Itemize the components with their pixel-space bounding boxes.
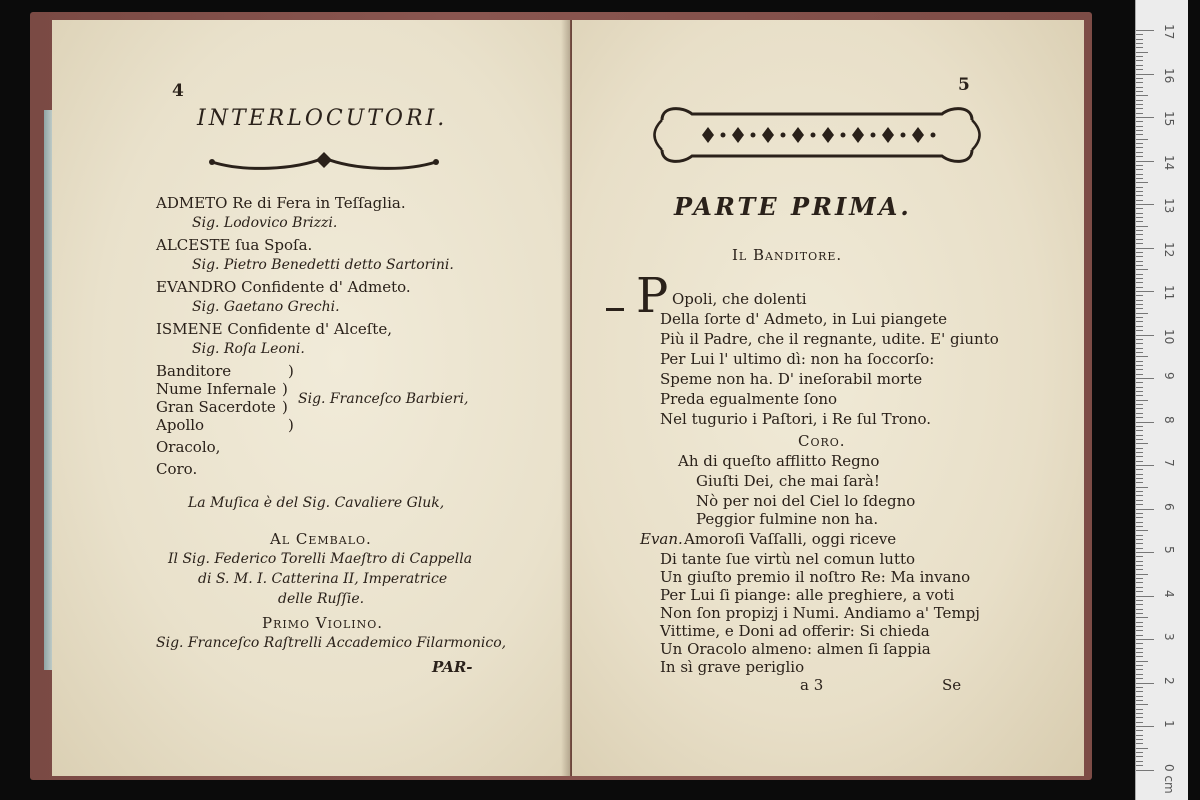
ruler-tick <box>1136 356 1148 357</box>
ruler-tick <box>1136 165 1143 166</box>
ruler-label: 16 <box>1162 67 1176 83</box>
ruler-tick <box>1136 300 1143 301</box>
ruler-tick <box>1136 339 1143 340</box>
cast-role: EVANDRO Confidente d' Admeto. <box>156 278 411 296</box>
ruler-tick <box>1136 643 1143 644</box>
music-credit: La Muſica è del Sig. Cavaliere Gluk, <box>188 495 445 511</box>
ruler-tick <box>1136 665 1143 666</box>
verse-line: Ah di queſto afflitto Regno <box>678 452 880 470</box>
ruler-tick <box>1136 417 1143 418</box>
page-number: 5 <box>958 75 970 95</box>
right-page <box>572 20 1084 776</box>
ruler-tick <box>1136 717 1143 718</box>
ornament-flourish <box>204 148 444 176</box>
ruler-tick <box>1136 52 1148 53</box>
signature-mark: a 3 <box>800 676 824 694</box>
ruler-tick <box>1136 617 1148 618</box>
ruler-tick <box>1136 509 1154 510</box>
ruler-tick <box>1136 456 1143 457</box>
ruler-tick <box>1136 269 1148 270</box>
verse-line: In sì grave periglio <box>660 658 805 676</box>
ruler-label: 4 <box>1162 589 1176 598</box>
ruler-label: 8 <box>1162 415 1176 424</box>
measurement-ruler <box>1135 0 1188 800</box>
ruler-tick <box>1136 652 1143 653</box>
ruler-tick <box>1136 47 1143 48</box>
ruler-tick <box>1136 226 1148 227</box>
ruler-tick <box>1136 378 1154 379</box>
ruler-tick <box>1136 113 1143 114</box>
ruler-tick <box>1136 400 1148 401</box>
cembalo-line: delle Ruſſie. <box>278 591 365 607</box>
verse-line: Per Lui ſi piange: alle preghiere, a voti <box>660 586 955 604</box>
ruler-tick <box>1136 204 1154 205</box>
ruler-label: 14 <box>1162 154 1176 170</box>
group-role: Banditore <box>156 362 232 380</box>
ruler-tick <box>1136 256 1143 257</box>
ruler-tick <box>1136 365 1143 366</box>
ruler-tick <box>1136 335 1154 336</box>
ruler-tick <box>1136 430 1143 431</box>
ruler-label: 3 <box>1162 633 1176 641</box>
ruler-tick <box>1136 252 1143 253</box>
verse-line: Per Lui l' ultimo dì: non ha ſoccorſo: <box>660 350 935 368</box>
ruler-tick <box>1136 91 1143 92</box>
ruler-tick <box>1136 382 1143 383</box>
ruler-tick <box>1136 752 1143 753</box>
ruler-tick <box>1136 104 1143 105</box>
ruler-tick <box>1136 348 1143 349</box>
ruler-tick <box>1136 208 1143 209</box>
ruler-tick <box>1136 465 1154 466</box>
ruler-tick <box>1136 556 1143 557</box>
ruler-label: 5 <box>1162 546 1176 554</box>
ruler-tick <box>1136 696 1143 697</box>
group-role: Gran Sacerdote <box>156 398 276 416</box>
ruler-label: 10 <box>1162 328 1176 344</box>
page-title: PARTE PRIMA. <box>674 192 912 221</box>
ruler-tick <box>1136 95 1148 96</box>
ruler-tick <box>1136 565 1143 566</box>
ruler-tick <box>1136 713 1143 714</box>
ruler-tick <box>1136 261 1143 262</box>
ruler-tick <box>1136 448 1143 449</box>
ruler-tick <box>1136 435 1143 436</box>
ruler-tick <box>1136 152 1143 153</box>
ruler-label: 9 <box>1162 372 1176 380</box>
ruler-tick <box>1136 522 1143 523</box>
ruler-tick <box>1136 369 1143 370</box>
ruler-tick <box>1136 582 1143 583</box>
ruler-tick <box>1136 65 1143 66</box>
verse-line: Preda egualmente ſono <box>660 390 838 408</box>
verse-line: Non ſon propizj i Numi. Andiamo a' Tempj <box>660 604 980 622</box>
cast-singer: Sig. Lodovico Brizzi. <box>192 215 338 231</box>
ruler-tick <box>1136 770 1154 771</box>
ruler-tick <box>1136 422 1154 423</box>
ruler-tick <box>1136 622 1143 623</box>
ruler-tick <box>1136 587 1143 588</box>
cast-role: ADMETO Re di Fera in Teſſaglia. <box>156 194 406 212</box>
ruler-tick <box>1136 569 1143 570</box>
ruler-tick <box>1136 230 1143 231</box>
ruler-tick <box>1136 591 1143 592</box>
cast-singer: Sig. Gaetano Grechi. <box>192 299 340 315</box>
ruler-tick <box>1136 161 1154 162</box>
ruler-tick <box>1136 635 1143 636</box>
ruler-tick <box>1136 130 1143 131</box>
bracket: ) <box>288 416 294 434</box>
ruler-tick <box>1136 730 1143 731</box>
speaker-heading: Il Banditore. <box>732 246 843 264</box>
ruler-tick <box>1136 234 1143 235</box>
ruler-tick <box>1136 304 1143 305</box>
ruler-tick <box>1136 408 1143 409</box>
bracket: ) <box>288 362 294 380</box>
verse-line: Amoroſi Vaſſalli, oggi riceve <box>684 530 897 548</box>
ruler-tick <box>1136 739 1143 740</box>
ruler-label: 15 <box>1162 111 1176 127</box>
ruler-label: 12 <box>1162 241 1176 257</box>
verse-line: Speme non ha. D' ineſorabil morte <box>660 370 923 388</box>
ruler-label: 2 <box>1162 676 1176 685</box>
ruler-tick <box>1136 761 1143 762</box>
ruler-tick <box>1136 452 1143 453</box>
ruler-tick <box>1136 604 1143 605</box>
ruler-tick <box>1136 691 1143 692</box>
ruler-tick <box>1136 82 1143 83</box>
ruler-tick <box>1136 291 1154 292</box>
ruler-tick <box>1136 648 1143 649</box>
ruler-tick <box>1136 530 1148 531</box>
ruler-tick <box>1136 217 1143 218</box>
ruler-tick <box>1136 139 1148 140</box>
ruler-tick <box>1136 100 1143 101</box>
ruler-tick <box>1136 495 1143 496</box>
extra-role: Coro. <box>156 460 198 478</box>
cast-role: ISMENE Confidente d' Alceſte, <box>156 320 392 338</box>
ornament-headpiece <box>652 100 982 172</box>
ruler-tick <box>1136 478 1143 479</box>
ruler-tick <box>1136 548 1143 549</box>
violino-line: Sig. Franceſco Raſtrelli Accademico Filarmonico, <box>156 635 507 651</box>
ruler-tick <box>1136 174 1143 175</box>
ruler-tick <box>1136 613 1143 614</box>
ruler-tick <box>1136 439 1143 440</box>
ruler-tick <box>1136 500 1143 501</box>
ruler-tick <box>1136 743 1143 744</box>
ruler-tick <box>1136 543 1143 544</box>
ruler-tick <box>1136 330 1143 331</box>
ruler-tick <box>1136 317 1143 318</box>
verse-line: Giuſti Dei, che mai ſarà! <box>696 472 880 490</box>
ruler-tick <box>1136 43 1143 44</box>
ruler-tick <box>1136 147 1143 148</box>
ruler-tick <box>1136 609 1143 610</box>
catchword: PAR- <box>432 658 473 676</box>
ruler-tick <box>1136 117 1154 118</box>
ruler-tick <box>1136 513 1143 514</box>
ruler-tick <box>1136 704 1148 705</box>
ruler-tick <box>1136 539 1143 540</box>
page-title: INTERLOCUTORI. <box>197 106 448 131</box>
ruler-tick <box>1136 735 1143 736</box>
ruler-tick <box>1136 282 1143 283</box>
verse-line: Peggior fulmine non ha. <box>696 510 879 528</box>
ruler-tick <box>1136 578 1143 579</box>
verse-line: Nel tugurio i Paſtori, i Re ſul Trono. <box>660 410 932 428</box>
ruler-tick <box>1136 243 1143 244</box>
ruler-tick <box>1136 404 1143 405</box>
ruler-tick <box>1136 78 1143 79</box>
ruler-tick <box>1136 248 1154 249</box>
ruler-tick <box>1136 669 1143 670</box>
ruler-tick <box>1136 265 1143 266</box>
verse-line: Un Oracolo almeno: almen ſi ſappia <box>660 640 931 658</box>
ruler-tick <box>1136 213 1143 214</box>
ruler-tick <box>1136 34 1143 35</box>
bracket: ) <box>282 398 288 416</box>
cembalo-line: di S. M. I. Catterina II, Imperatrice <box>198 571 448 587</box>
ruler-tick <box>1136 374 1143 375</box>
coro-heading: Coro. <box>798 432 846 450</box>
cembalo-line: Il Sig. Federico Torelli Maeſtro di Cappella <box>168 551 473 567</box>
ruler-tick <box>1136 313 1148 314</box>
ruler-tick <box>1136 683 1154 684</box>
ruler-label: 1 <box>1162 720 1176 728</box>
ruler-tick <box>1136 156 1143 157</box>
ruler-tick <box>1136 30 1154 31</box>
ruler-tick <box>1136 60 1143 61</box>
ruler-tick <box>1136 39 1143 40</box>
ruler-tick <box>1136 674 1143 675</box>
group-singer: Sig. Franceſco Barbieri, <box>298 391 469 407</box>
ruler-tick <box>1136 726 1154 727</box>
ruler-tick <box>1136 461 1143 462</box>
verse-line: Vittime, e Doni ad offerir: Si chieda <box>660 622 930 640</box>
ruler-tick <box>1136 295 1143 296</box>
ruler-tick <box>1136 274 1143 275</box>
ruler-tick <box>1136 722 1143 723</box>
ruler-tick <box>1136 134 1143 135</box>
ruler-tick <box>1136 561 1143 562</box>
page-number: 4 <box>172 81 184 101</box>
cast-singer: Sig. Pietro Benedetti detto Sartorini. <box>192 257 454 273</box>
verse-line: Opoli, che dolenti <box>672 290 807 308</box>
ruler-tick <box>1136 87 1143 88</box>
ruler-tick <box>1136 169 1143 170</box>
ruler-tick <box>1136 326 1143 327</box>
ruler-tick <box>1136 308 1143 309</box>
ruler-tick <box>1136 69 1143 70</box>
catchword: Se <box>942 676 962 694</box>
ruler-tick <box>1136 387 1143 388</box>
ruler-label: 13 <box>1162 198 1176 214</box>
ruler-tick <box>1136 443 1148 444</box>
ruler-tick <box>1136 552 1154 553</box>
ruler-tick <box>1136 239 1143 240</box>
ruler-label: 7 <box>1162 459 1176 467</box>
ruler-tick <box>1136 361 1143 362</box>
ruler-tick <box>1136 535 1143 536</box>
ruler-tick <box>1136 143 1143 144</box>
ruler-tick <box>1136 678 1143 679</box>
ruler-tick <box>1136 108 1143 109</box>
verse-line: Nò per noi del Ciel lo ſdegno <box>696 492 916 510</box>
ruler-tick <box>1136 287 1143 288</box>
ruler-tick <box>1136 482 1143 483</box>
ruler-tick <box>1136 709 1143 710</box>
ruler-tick <box>1136 121 1143 122</box>
cast-singer: Sig. Roſa Leoni. <box>192 341 305 357</box>
left-page <box>52 20 570 776</box>
ruler-tick <box>1136 656 1143 657</box>
ruler-tick <box>1136 626 1143 627</box>
ruler-tick <box>1136 178 1143 179</box>
ruler-tick <box>1136 126 1143 127</box>
ruler-tick <box>1136 278 1143 279</box>
margin-mark <box>606 308 624 311</box>
ruler-tick <box>1136 639 1154 640</box>
ruler-tick <box>1136 517 1143 518</box>
ruler-tick <box>1136 661 1148 662</box>
ruler-tick <box>1136 487 1148 488</box>
cast-role: ALCESTE ſua Spoſa. <box>156 236 313 254</box>
violino-heading: Primo Violino. <box>262 614 384 632</box>
ruler-label: 6 <box>1162 502 1176 511</box>
extra-role: Oracolo, <box>156 438 221 456</box>
bracket: ) <box>282 380 288 398</box>
ruler-tick <box>1136 352 1143 353</box>
ruler-tick <box>1136 600 1143 601</box>
ruler-tick <box>1136 756 1143 757</box>
ruler-tick <box>1136 391 1143 392</box>
speaker-label: Evan. <box>640 530 683 548</box>
cembalo-heading: Al Cembalo. <box>270 530 372 548</box>
ruler-tick <box>1136 191 1143 192</box>
ruler-tick <box>1136 596 1154 597</box>
verse-line: Più il Padre, che il regnante, udite. E' giunto <box>660 330 999 348</box>
ruler-tick <box>1136 74 1154 75</box>
ruler-tick <box>1136 491 1143 492</box>
drop-cap: P <box>636 268 669 324</box>
ruler-tick <box>1136 526 1143 527</box>
ruler-tick <box>1136 413 1143 414</box>
ruler-tick <box>1136 395 1143 396</box>
ruler-tick <box>1136 504 1143 505</box>
ruler-label: 0 cm <box>1162 763 1176 794</box>
ruler-tick <box>1136 748 1148 749</box>
ruler-tick <box>1136 765 1143 766</box>
ruler-tick <box>1136 221 1143 222</box>
ruler-tick <box>1136 687 1143 688</box>
ruler-tick <box>1136 56 1143 57</box>
ruler-label: 17 <box>1162 24 1176 40</box>
ruler-tick <box>1136 195 1143 196</box>
ruler-tick <box>1136 200 1143 201</box>
verse-line: Della ſorte d' Admeto, in Lui piangete <box>660 310 948 328</box>
ruler-tick <box>1136 630 1143 631</box>
group-role: Apollo <box>156 416 205 434</box>
ruler-tick <box>1136 343 1143 344</box>
ruler-tick <box>1136 469 1143 470</box>
group-role: Nume Infernale <box>156 380 277 398</box>
ruler-tick <box>1136 187 1143 188</box>
ruler-tick <box>1136 574 1148 575</box>
ruler-tick <box>1136 700 1143 701</box>
ruler-tick <box>1136 182 1148 183</box>
verse-line: Un giuſto premio il noſtro Re: Ma invano <box>660 568 971 586</box>
ruler-label: 11 <box>1162 285 1176 301</box>
ruler-tick <box>1136 426 1143 427</box>
verse-line: Di tante ſue virtù nel comun lutto <box>660 550 916 568</box>
ruler-tick <box>1136 321 1143 322</box>
ruler-tick <box>1136 474 1143 475</box>
